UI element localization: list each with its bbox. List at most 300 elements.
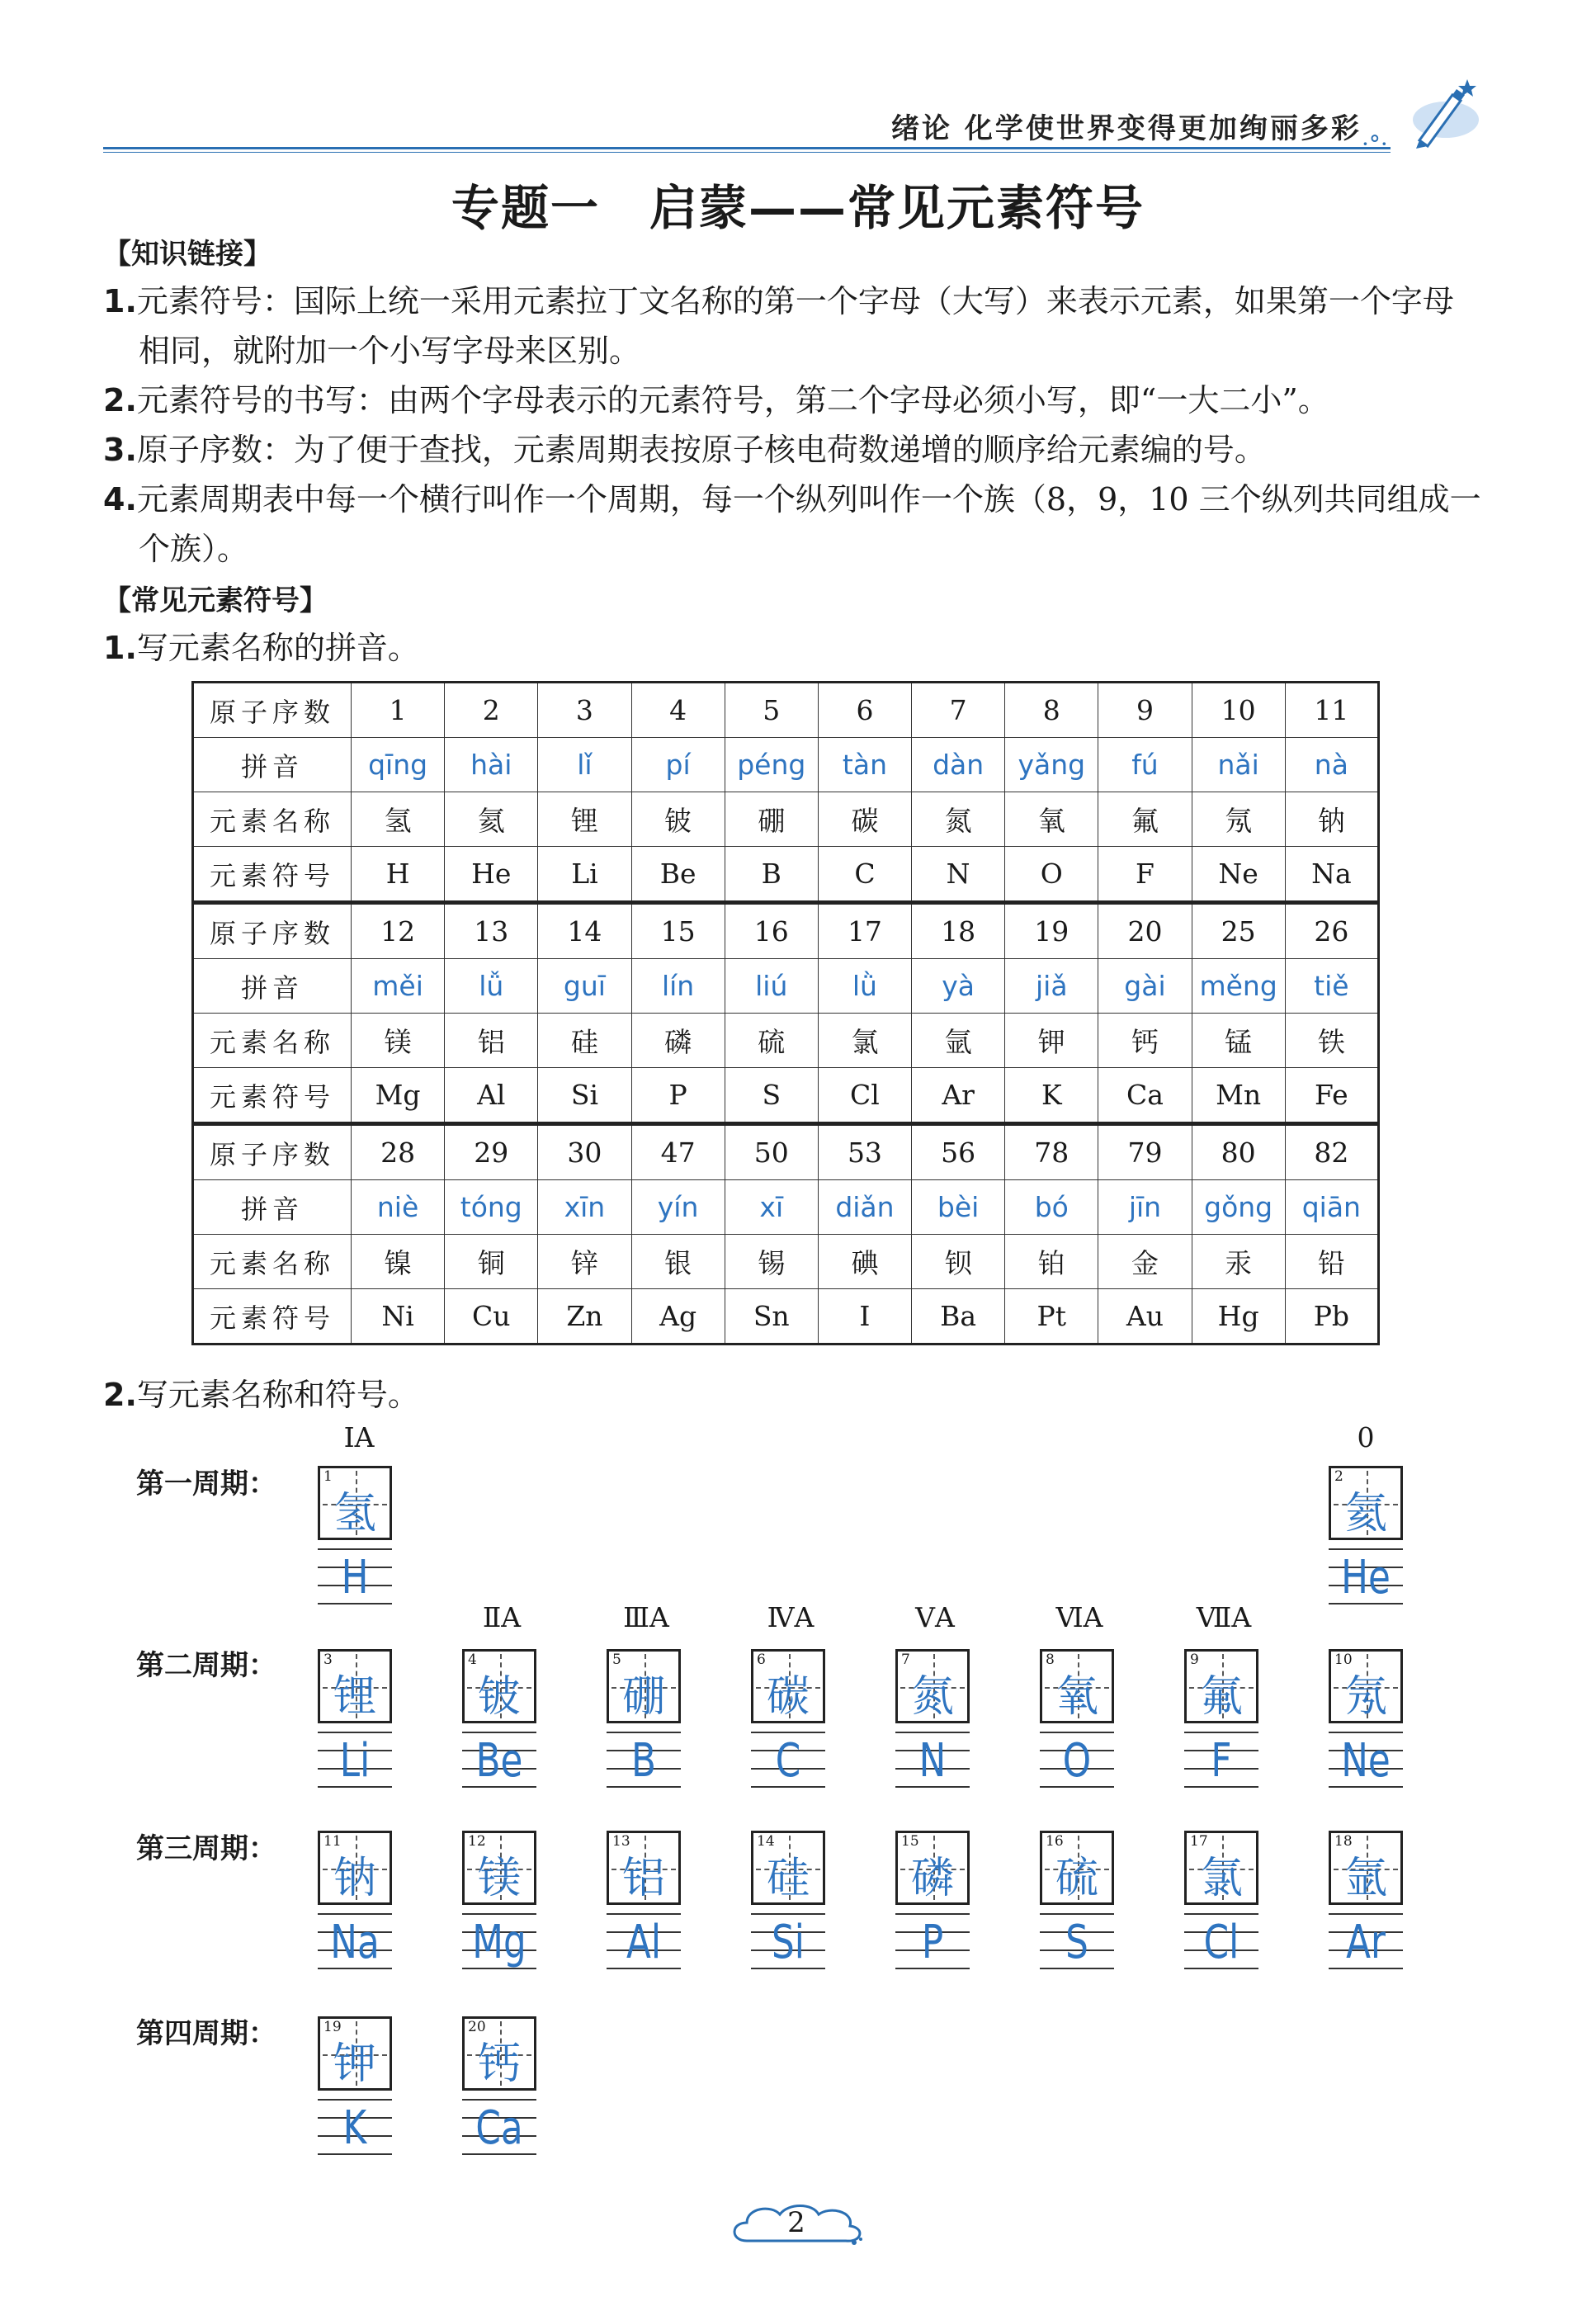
element-box[interactable] [1329, 1649, 1403, 1723]
element-name: 氢 [333, 1489, 376, 1538]
element-symbol: Cl [1203, 1916, 1239, 1969]
element-symbol: Ca [475, 2101, 523, 2155]
row-label: 元素名称 [193, 792, 352, 847]
page-title: 专题一 启蒙——常见元素符号 [451, 180, 1145, 236]
table-row [193, 1014, 1379, 1068]
pinyin-cell: xīn [538, 1180, 631, 1235]
atomic-number-cell: 80 [1192, 1124, 1285, 1180]
element-box[interactable] [1184, 1831, 1258, 1905]
row-label: 原子序数 [193, 903, 352, 959]
atomic-number: 11 [323, 1833, 342, 1850]
group-label-iia: ⅡA [482, 1601, 522, 1633]
pencil-icon [1395, 74, 1485, 149]
element-symbol-cell: Ag [631, 1289, 725, 1345]
element-box[interactable] [1184, 1649, 1258, 1723]
item-text: 元素周期表中每一个横行叫作一个周期，每一个纵列叫作一个族（8，9，10 三个纵列共同组成一 [136, 481, 1481, 517]
element-symbol-cell: Mn [1192, 1068, 1285, 1124]
element-name: 钠 [333, 1854, 376, 1903]
element-name-cell: 氟 [1098, 792, 1192, 847]
pinyin-cell: lín [631, 959, 725, 1014]
knowledge-item-4-cont: 个族）。 [139, 531, 249, 567]
row-label: 原子序数 [193, 1124, 352, 1180]
atomic-number-cell: 82 [1285, 1124, 1378, 1180]
table-row [193, 738, 1379, 792]
atomic-number: 15 [901, 1833, 919, 1850]
element-symbol: Na [330, 1916, 380, 1969]
atomic-number-cell: 13 [445, 903, 538, 959]
atomic-number-cell: 3 [538, 683, 631, 738]
symbol-writing-lines[interactable] [318, 2099, 392, 2157]
pinyin-cell: yín [631, 1180, 725, 1235]
element-name: 氮 [910, 1672, 954, 1722]
knowledge-item-2 [103, 376, 1490, 425]
element-symbol-cell: C [818, 847, 911, 903]
element-box[interactable] [1040, 1831, 1114, 1905]
element-name-cell: 硼 [725, 792, 818, 847]
table-row [193, 1235, 1379, 1289]
element-name: 硼 [621, 1672, 665, 1722]
element-symbol-cell: S [725, 1068, 818, 1124]
pinyin-cell: gài [1098, 959, 1192, 1014]
pinyin-table [191, 681, 1380, 1345]
period-label: 第二周期： [136, 1649, 276, 1682]
item-text: 元素符号：国际上统一采用元素拉丁文名称的第一个字母（大写）来表示元素，如果第一个字母 [136, 283, 1454, 319]
element-symbol-cell: Al [445, 1068, 538, 1124]
writing-line [607, 1913, 681, 1915]
symbol-writing-lines[interactable] [751, 1732, 825, 1789]
symbol-writing-lines[interactable] [895, 1913, 970, 1971]
symbol-writing-lines[interactable] [1184, 1732, 1258, 1789]
atomic-number: 18 [1334, 1833, 1353, 1850]
element-symbol: Mg [472, 1916, 526, 1969]
pinyin-cell: dàn [912, 738, 1005, 792]
symbol-writing-lines[interactable] [1329, 1548, 1403, 1606]
pinyin-cell: xī [725, 1180, 818, 1235]
pinyin-cell: bèi [912, 1180, 1005, 1235]
writing-line [751, 1732, 825, 1733]
element-name-cell: 锰 [1192, 1014, 1285, 1068]
group-label-zero: 0 [1357, 1421, 1375, 1453]
header-dots: ·°· [1362, 130, 1388, 158]
element-name: 钾 [333, 2039, 376, 2089]
pinyin-cell: nà [1285, 738, 1378, 792]
element-name-cell: 铅 [1285, 1235, 1378, 1289]
element-name-cell: 锡 [725, 1235, 818, 1289]
element-name-cell: 氧 [1005, 792, 1098, 847]
element-name-cell: 氦 [445, 792, 538, 847]
element-box[interactable] [462, 2016, 536, 2091]
element-box[interactable] [607, 1649, 681, 1723]
atomic-number-cell: 18 [912, 903, 1005, 959]
question-1 [103, 623, 419, 673]
element-box[interactable] [462, 1831, 536, 1905]
atomic-number-cell: 20 [1098, 903, 1192, 959]
header-rule-thin [103, 152, 1391, 153]
element-symbol-cell: P [631, 1068, 725, 1124]
element-symbol: N [918, 1734, 947, 1788]
element-name-cell: 银 [631, 1235, 725, 1289]
element-name: 氯 [1199, 1854, 1243, 1903]
element-symbol: Si [772, 1916, 805, 1969]
element-symbol-cell: Au [1098, 1289, 1192, 1345]
element-name-cell: 碘 [818, 1235, 911, 1289]
element-symbol: He [1341, 1551, 1391, 1604]
pinyin-cell: liú [725, 959, 818, 1014]
element-box[interactable] [1329, 1831, 1403, 1905]
element-name: 氧 [1055, 1672, 1098, 1722]
element-symbol-cell: Ni [352, 1289, 445, 1345]
element-name: 钙 [477, 2039, 521, 2089]
item-text: 原子序数：为了便于查找，元素周期表按原子核电荷数递增的顺序给元素编的号。 [136, 432, 1266, 468]
atomic-number: 16 [1046, 1833, 1064, 1850]
table-row [193, 1068, 1379, 1124]
element-symbol-cell: Cu [445, 1289, 538, 1345]
symbol-writing-lines[interactable] [1329, 1732, 1403, 1789]
question-text: 写元素名称的拼音。 [136, 630, 419, 666]
element-symbol-cell: Fe [1285, 1068, 1378, 1124]
element-box[interactable] [751, 1831, 825, 1905]
pinyin-cell: jīn [1098, 1180, 1192, 1235]
pinyin-cell: lǐ [538, 738, 631, 792]
element-symbol-cell: Ba [912, 1289, 1005, 1345]
page-number-badge [726, 2200, 866, 2249]
table-row [193, 903, 1379, 959]
atomic-number-cell: 47 [631, 1124, 725, 1180]
table-row [193, 1180, 1379, 1235]
pinyin-cell: niè [352, 1180, 445, 1235]
element-symbol-cell: Pb [1285, 1289, 1378, 1345]
element-symbol: Be [475, 1734, 523, 1788]
pinyin-cell: lǜ [818, 959, 911, 1014]
row-label: 拼音 [193, 959, 352, 1014]
atomic-number-cell: 16 [725, 903, 818, 959]
element-symbol-cell: Na [1285, 847, 1378, 903]
atomic-number: 10 [1334, 1652, 1353, 1668]
element-name-cell: 钡 [912, 1235, 1005, 1289]
atomic-number-cell: 30 [538, 1124, 631, 1180]
element-symbol: Ar [1346, 1916, 1386, 1969]
writing-line [1329, 1732, 1403, 1733]
pinyin-cell: guī [538, 959, 631, 1014]
atomic-number: 17 [1190, 1833, 1208, 1850]
pinyin-cell: fú [1098, 738, 1192, 792]
atomic-number-cell: 50 [725, 1124, 818, 1180]
element-symbol-cell: Cl [818, 1068, 911, 1124]
element-name-cell: 汞 [1192, 1235, 1285, 1289]
element-name: 硅 [766, 1854, 810, 1903]
atomic-number-cell: 8 [1005, 683, 1098, 738]
pinyin-cell: lǚ [445, 959, 538, 1014]
element-symbol-cell: Be [631, 847, 725, 903]
element-symbol: O [1062, 1734, 1092, 1788]
pinyin-cell: měng [1192, 959, 1285, 1014]
item-number: 2. [103, 382, 137, 418]
element-symbol-cell: Si [538, 1068, 631, 1124]
element-name: 氩 [1343, 1854, 1387, 1903]
element-symbol-cell: Sn [725, 1289, 818, 1345]
element-name-cell: 铁 [1285, 1014, 1378, 1068]
symbol-writing-lines[interactable] [318, 1732, 392, 1789]
element-name-cell: 钾 [1005, 1014, 1098, 1068]
element-box[interactable] [318, 2016, 392, 2091]
element-box[interactable] [462, 1649, 536, 1723]
atomic-number-cell: 2 [445, 683, 538, 738]
group-label-iva: ⅣA [767, 1601, 815, 1633]
pinyin-cell: qīng [352, 738, 445, 792]
question-number: 2. [103, 1377, 137, 1413]
knowledge-item-3 [103, 425, 1490, 475]
atomic-number-cell: 6 [818, 683, 911, 738]
element-name-cell: 氢 [352, 792, 445, 847]
element-name-cell: 铜 [445, 1235, 538, 1289]
element-symbol-cell: B [725, 847, 818, 903]
symbol-writing-lines[interactable] [1040, 1913, 1114, 1971]
element-symbol: Ne [1341, 1734, 1391, 1788]
atomic-number: 13 [612, 1833, 630, 1850]
pinyin-cell: pí [631, 738, 725, 792]
element-symbol-cell: Zn [538, 1289, 631, 1345]
symbol-writing-lines[interactable] [751, 1913, 825, 1971]
element-name-cell: 氮 [912, 792, 1005, 847]
symbol-writing-lines[interactable] [607, 1732, 681, 1789]
element-box[interactable] [895, 1649, 970, 1723]
writing-line [1184, 1913, 1258, 1915]
atomic-number-cell: 56 [912, 1124, 1005, 1180]
symbol-writing-lines[interactable] [462, 2099, 536, 2157]
atomic-number: 5 [612, 1652, 621, 1668]
element-box[interactable] [318, 1831, 392, 1905]
writing-line [895, 1913, 970, 1915]
atomic-number: 14 [757, 1833, 775, 1850]
element-symbol-cell: O [1005, 847, 1098, 903]
row-label: 元素符号 [193, 1068, 352, 1124]
knowledge-item-1 [103, 276, 1490, 326]
atomic-number: 1 [323, 1468, 333, 1485]
atomic-number-cell: 17 [818, 903, 911, 959]
element-symbol: Li [339, 1734, 371, 1788]
row-label: 元素符号 [193, 1289, 352, 1345]
element-name-cell: 钠 [1285, 792, 1378, 847]
knowledge-item-1-cont: 相同，就附加一个小写字母来区别。 [139, 333, 641, 369]
atomic-number-cell: 9 [1098, 683, 1192, 738]
period-label: 第三周期： [136, 1832, 276, 1865]
item-number: 4. [103, 481, 137, 517]
writing-line [1040, 1913, 1114, 1915]
element-symbol: K [342, 2101, 367, 2155]
pinyin-cell: tàn [818, 738, 911, 792]
element-symbol-cell: Hg [1192, 1289, 1285, 1345]
element-name-cell: 氯 [818, 1014, 911, 1068]
symbol-writing-lines[interactable] [895, 1732, 970, 1789]
table-row [193, 847, 1379, 903]
element-name-cell: 磷 [631, 1014, 725, 1068]
element-symbol-cell: Pt [1005, 1289, 1098, 1345]
atomic-number-cell: 10 [1192, 683, 1285, 738]
pinyin-cell: tóng [445, 1180, 538, 1235]
writing-line [1329, 1548, 1403, 1550]
pinyin-cell: péng [725, 738, 818, 792]
writing-line [318, 1548, 392, 1550]
row-label: 原子序数 [193, 683, 352, 738]
element-symbol-cell: Ne [1192, 847, 1285, 903]
writing-line [462, 1732, 536, 1733]
writing-line [462, 2099, 536, 2101]
table-row [193, 683, 1379, 738]
element-symbol-cell: I [818, 1289, 911, 1345]
symbol-writing-lines[interactable] [1040, 1732, 1114, 1789]
period-label: 第四周期： [136, 2017, 276, 2050]
element-name-cell: 铍 [631, 792, 725, 847]
atomic-number: 20 [468, 2019, 486, 2035]
atomic-number-cell: 14 [538, 903, 631, 959]
element-symbol-cell: F [1098, 847, 1192, 903]
writing-line [318, 2099, 392, 2101]
element-symbol-cell: H [352, 847, 445, 903]
element-symbol-cell: Mg [352, 1068, 445, 1124]
atomic-number: 3 [323, 1652, 333, 1668]
writing-line [1329, 1913, 1403, 1915]
element-symbol-cell: He [445, 847, 538, 903]
writing-line [895, 1732, 970, 1733]
atomic-number-cell: 1 [352, 683, 445, 738]
period-label: 第一周期： [136, 1467, 276, 1500]
atomic-number-cell: 28 [352, 1124, 445, 1180]
element-name-cell: 硫 [725, 1014, 818, 1068]
symbol-writing-lines[interactable] [1329, 1913, 1403, 1971]
element-box[interactable] [607, 1831, 681, 1905]
pinyin-cell: yà [912, 959, 1005, 1014]
element-symbol: H [341, 1551, 369, 1604]
element-name-cell: 氖 [1192, 792, 1285, 847]
element-symbol-cell: Ca [1098, 1068, 1192, 1124]
atomic-number-cell: 79 [1098, 1124, 1192, 1180]
table-row [193, 1124, 1379, 1180]
element-name-cell: 铂 [1005, 1235, 1098, 1289]
element-name-cell: 碳 [818, 792, 911, 847]
element-box[interactable] [318, 1649, 392, 1723]
group-label-va: ⅤA [915, 1601, 955, 1633]
atomic-number-cell: 7 [912, 683, 1005, 738]
symbol-writing-lines[interactable] [318, 1548, 392, 1606]
atomic-number: 9 [1190, 1652, 1199, 1668]
element-box[interactable] [895, 1831, 970, 1905]
item-number: 1. [103, 283, 137, 319]
symbol-writing-lines[interactable] [462, 1913, 536, 1971]
pinyin-cell: yǎng [1005, 738, 1098, 792]
element-name: 氖 [1343, 1672, 1387, 1722]
element-symbol: F [1211, 1734, 1232, 1788]
element-symbol-cell: Ar [912, 1068, 1005, 1124]
element-box[interactable] [318, 1466, 392, 1540]
common-heading: 【常见元素符号】 [103, 584, 328, 617]
element-box[interactable] [1329, 1466, 1403, 1540]
element-box[interactable] [751, 1649, 825, 1723]
pinyin-cell: nǎi [1192, 738, 1285, 792]
element-name: 氦 [1343, 1489, 1387, 1538]
knowledge-heading: 【知识链接】 [103, 238, 272, 271]
pinyin-cell: diǎn [818, 1180, 911, 1235]
element-name: 镁 [477, 1854, 521, 1903]
pinyin-cell: jiǎ [1005, 959, 1098, 1014]
element-name: 硫 [1055, 1854, 1098, 1903]
row-label: 元素符号 [193, 847, 352, 903]
question-2 [103, 1370, 419, 1420]
element-symbol: Al [626, 1916, 662, 1969]
element-name: 铝 [621, 1854, 665, 1903]
element-name-cell: 铝 [445, 1014, 538, 1068]
item-number: 3. [103, 432, 137, 468]
element-name-cell: 金 [1098, 1235, 1192, 1289]
symbol-writing-lines[interactable] [1184, 1913, 1258, 1971]
atomic-number-cell: 5 [725, 683, 818, 738]
element-symbol-cell: N [912, 847, 1005, 903]
question-text: 写元素名称和符号。 [136, 1377, 419, 1413]
row-label: 拼音 [193, 738, 352, 792]
symbol-writing-lines[interactable] [607, 1913, 681, 1971]
group-label-ia: ⅠA [343, 1421, 375, 1453]
group-label-via: ⅥA [1055, 1601, 1103, 1633]
element-symbol-cell: K [1005, 1068, 1098, 1124]
pinyin-cell: měi [352, 959, 445, 1014]
element-symbol: S [1065, 1916, 1088, 1969]
element-name-cell: 锌 [538, 1235, 631, 1289]
writing-line [1184, 1732, 1258, 1733]
element-name-cell: 镁 [352, 1014, 445, 1068]
element-name: 铍 [477, 1672, 521, 1722]
row-label: 元素名称 [193, 1235, 352, 1289]
atomic-number-cell: 11 [1285, 683, 1378, 738]
question-number: 1. [103, 630, 137, 666]
atomic-number: 12 [468, 1833, 486, 1850]
atomic-number: 4 [468, 1652, 477, 1668]
element-name-cell: 镍 [352, 1235, 445, 1289]
atomic-number: 2 [1334, 1468, 1343, 1485]
table-row [193, 792, 1379, 847]
atomic-number-cell: 25 [1192, 903, 1285, 959]
element-name: 氟 [1199, 1672, 1243, 1722]
symbol-writing-lines[interactable] [462, 1732, 536, 1789]
pinyin-cell: gǒng [1192, 1180, 1285, 1235]
element-box[interactable] [1040, 1649, 1114, 1723]
writing-line [1040, 1732, 1114, 1733]
atomic-number-cell: 19 [1005, 903, 1098, 959]
element-name: 碳 [766, 1672, 810, 1722]
atomic-number-cell: 29 [445, 1124, 538, 1180]
element-name: 磷 [910, 1854, 954, 1903]
pinyin-cell: hài [445, 738, 538, 792]
table-row [193, 1289, 1379, 1345]
atomic-number-cell: 12 [352, 903, 445, 959]
writing-line [318, 1913, 392, 1915]
table-row [193, 959, 1379, 1014]
atomic-number-cell: 15 [631, 903, 725, 959]
element-name-cell: 氩 [912, 1014, 1005, 1068]
atomic-number-cell: 4 [631, 683, 725, 738]
writing-line [318, 1732, 392, 1733]
atomic-number: 19 [323, 2019, 342, 2035]
pinyin-cell: bó [1005, 1180, 1098, 1235]
pinyin-cell: qiān [1285, 1180, 1378, 1235]
element-name: 锂 [333, 1672, 376, 1722]
header-rule [103, 147, 1391, 149]
symbol-writing-lines[interactable] [318, 1913, 392, 1971]
pinyin-cell: tiě [1285, 959, 1378, 1014]
atomic-number: 6 [757, 1652, 766, 1668]
element-symbol-cell: Li [538, 847, 631, 903]
atomic-number-cell: 78 [1005, 1124, 1098, 1180]
writing-line [751, 1913, 825, 1915]
writing-line [607, 1732, 681, 1733]
